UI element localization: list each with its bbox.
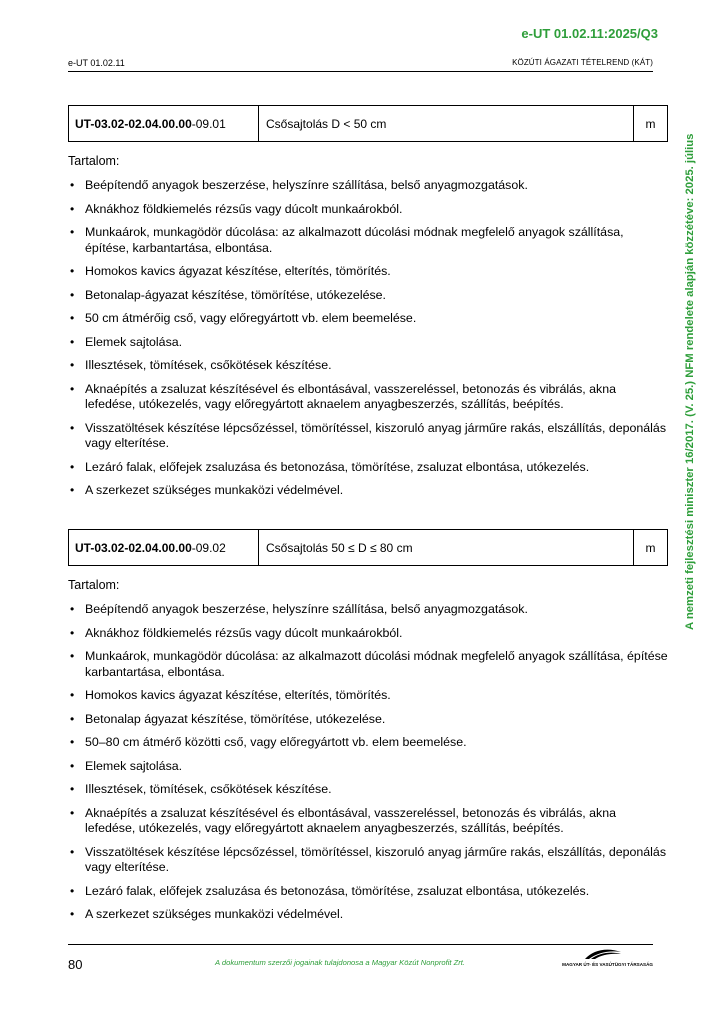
list-item: • Illesztések, tömítések, csőkötések készítése. [68, 782, 668, 798]
content-list [68, 602, 668, 931]
list-item: • Betonalap-ágyazat készítése, tömörítése, utókezelése. [68, 288, 668, 304]
header-rule [68, 71, 653, 72]
content-label: Tartalom: [68, 154, 120, 168]
item-code-suffix: -09.01 [191, 116, 226, 131]
list-item: • 50 cm átmérőig cső, vagy előregyártott vb. elem beemelése. [68, 311, 668, 327]
list-item: • Homokos kavics ágyazat készítése, elterítés, tömörítés. [68, 688, 668, 704]
list-item: • Aknaépítés a zsaluzat készítésével és elbontásával, vasszereléssel, betonozás és vibrálás, akna lefedése, utókezelés, vagy előregyártott aknaelem anyagbeszerzés, szállítás, beépítés. [68, 806, 668, 837]
item-code [69, 106, 259, 141]
list-item: • Lezáró falak, előfejek zsaluzása és betonozása, tömörítése, zsaluzat elbontása, utókezelés. [68, 884, 668, 900]
list-item: • Munkaárok, munkagödör dúcolása: az alkalmazott dúcolási módnak megfelelő anyagok szállítása, építése, karbantartása, elbontása. [68, 225, 668, 256]
item-code [69, 530, 259, 565]
footer-rule [68, 944, 653, 945]
list-item: • Lezáró falak, előfejek zsaluzása és betonozása, tömörítése, zsaluzat elbontása, utókezelés. [68, 460, 668, 476]
item-title: Csősajtolás D < 50 cm [259, 106, 634, 141]
list-item: • Betonalap ágyazat készítése, tömörítése, utókezelése. [68, 712, 668, 728]
item-table-1 [68, 105, 668, 142]
doc-code: e-UT 01.02.11:2025/Q3 [521, 26, 658, 41]
list-item: • A szerkezet szükséges munkaközi védelmével. [68, 907, 668, 923]
footer-note: A dokumentum szerzői jogainak tulajdonosa a Magyar Közút Nonprofit Zrt. [215, 958, 466, 967]
list-item: • 50–80 cm átmérő közötti cső, vagy előregyártott vb. elem beemelése. [68, 735, 668, 751]
logo-swoosh-icon [583, 948, 623, 960]
list-item: • Visszatöltések készítése lépcsőzéssel, tömörítéssel, kiszoruló anyag járműre rakás, elszállítás, deponálás vagy elterítése. [68, 421, 668, 452]
content-label: Tartalom: [68, 578, 120, 592]
item-unit: m [645, 116, 656, 131]
item-unit: m [645, 540, 656, 555]
item-code-main: UT-03.02-02.04.00.00 [75, 116, 192, 131]
list-item: • Munkaárok, munkagödör dúcolása: az alkalmazott dúcolási módnak megfelelő anyagok szállítása, építése karbantartása, elbontása. [68, 649, 668, 680]
page-number: 80 [68, 957, 83, 972]
item-table-2 [68, 529, 668, 566]
logo-text: MAGYAR ÚT- ÉS VASÚTÜGYI TÁRSASÁG [562, 962, 653, 967]
list-item: • Aknákhoz földkiemelés rézsűs vagy dúcolt munkaárokból. [68, 626, 668, 642]
list-item: • Illesztések, tömítések, csőkötések készítése. [68, 358, 668, 374]
side-note-text: A nemzeti fejlesztési miniszter 16/2017. (V. 25.) NFM rendelete alapján közzétéve: 2025. július [684, 133, 696, 630]
item-title: Csősajtolás 50 ≤ D ≤ 80 cm [259, 530, 634, 565]
header-right: KÖZÚTI ÁGAZATI TÉTELREND (KÁT) [512, 58, 653, 67]
header-left: e-UT 01.02.11 [68, 58, 125, 68]
list-item: • Beépítendő anyagok beszerzése, helyszínre szállítása, belső anyagmozgatások. [68, 602, 668, 618]
list-item: • A szerkezet szükséges munkaközi védelmével. [68, 483, 668, 499]
item-code-suffix: -09.02 [191, 540, 226, 555]
content-list [68, 178, 668, 507]
list-item: • Visszatöltések készítése lépcsőzéssel, tömörítéssel, kiszoruló anyag járműre rakás, elszállítás, deponálás vagy elterítése. [68, 845, 668, 876]
list-item: • Beépítendő anyagok beszerzése, helyszínre szállítása, belső anyagmozgatások. [68, 178, 668, 194]
list-item: • Elemek sajtolása. [68, 335, 668, 351]
list-item: • Aknákhoz földkiemelés rézsűs vagy dúcolt munkaárokból. [68, 202, 668, 218]
list-item: • Aknaépítés a zsaluzat készítésével és elbontásával, vasszereléssel, betonozás és vibrálás, akna lefedése, utókezelés, vagy előregyártott aknaelem anyagbeszerzés, szállítás, beépítés. [68, 382, 668, 413]
list-item: • Homokos kavics ágyazat készítése, elterítés, tömörítés. [68, 264, 668, 280]
item-code-main: UT-03.02-02.04.00.00 [75, 540, 192, 555]
list-item: • Elemek sajtolása. [68, 759, 668, 775]
footer-logo [553, 948, 653, 968]
